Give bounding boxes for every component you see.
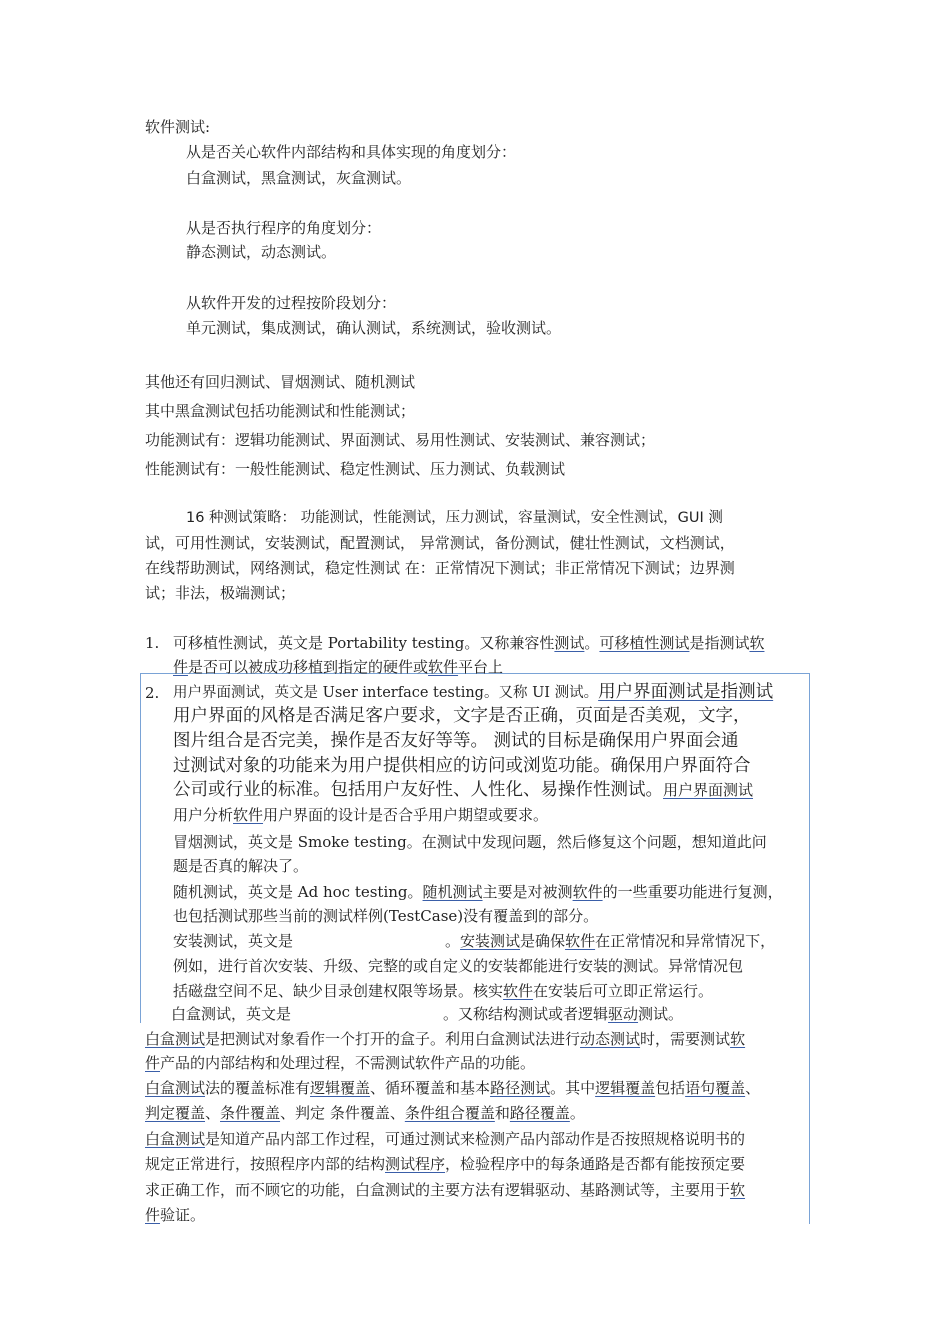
whitebox-p2-text-n: 、判定 条件覆盖、 [280,1104,405,1122]
link-decision-coverage[interactable]: 判定覆盖 [145,1104,206,1122]
link-install-testing[interactable]: 安装测试 [460,932,521,950]
item-2-line-2: 用户界面的风格是否满足客户要求，文字是否正确，页面是否美观，文字， [173,706,751,726]
item-2-line-5 [173,778,753,802]
frame-border-right [809,673,810,1224]
item-1-text-e: 是指测试 [689,634,750,652]
link-testing[interactable]: 测试 [554,634,585,652]
classification-heading-1: 从是否关心软件内部结构和具体实现的角度划分： [186,143,517,161]
link-ui-testing[interactable]: 用户界面测试 [663,781,754,799]
classification-heading-3: 从软件开发的过程按阶段划分： [186,294,397,312]
summary-line-4: 性能测试有：一般性能测试、稳定性测试、压力测试、负载测试 [145,460,566,478]
link-whitebox-testing[interactable]: 白盒测试 [145,1079,206,1097]
link-path-coverage[interactable]: 路径覆盖 [509,1104,570,1122]
link-software[interactable]: 软件 [233,806,264,824]
whitebox-p3-text-f: 求正确工作，而不顾它的功能，白盒测试的主要方法有逻辑驱动、基路测试等，主要用于 [145,1181,731,1199]
item-2-text-a: 用户界面测试，英文是 User interface testing。又称 UI 测试。 [173,685,599,701]
link-driver[interactable]: 驱动 [608,1005,639,1023]
item-1-text-c: 。 [584,634,600,652]
whitebox-p3-line-1 [145,1128,745,1150]
item-2-line-3: 图片组合是否完美，操作是否友好等等。 测试的目标是确保用户界面会通 [173,731,739,751]
random-text-a: 随机测试，英文是 Ad hoc testing。 [173,883,423,901]
whitebox-p2-text-h: 包括 [655,1079,686,1097]
item-2-line-6 [173,804,548,826]
item-1-number: 1. [145,634,160,652]
item-1-text-h: 是否可以被成功移植到指定的硬件或 [188,658,429,676]
link-whitebox-testing[interactable]: 白盒测试 [145,1130,206,1148]
frame-border-left [140,673,141,1023]
whitebox-p2-text-d: 、循环覆盖和基本 [370,1079,491,1097]
whitebox-p2-line-1 [145,1077,760,1099]
link-path-testing[interactable]: 路径测试 [490,1079,551,1097]
link-condition-coverage[interactable]: 条件覆盖 [220,1104,281,1122]
whitebox-p3-line-3 [145,1179,745,1201]
link-random-testing[interactable]: 随机测试 [422,883,483,901]
install-text-d: 是确保 [520,932,566,950]
whitebox-p2-text-p: 和 [494,1104,510,1122]
link-software[interactable]: 软件 [572,883,603,901]
random-line-1 [173,881,783,903]
summary-line-1: 其他还有回归测试、冒烟测试、随机测试 [145,373,416,391]
install-text-l3a: 括磁盘空间不足、缺少目录创建权限等场景。核实 [173,982,504,1000]
summary-line-3: 功能测试有：逻辑功能测试、界面测试、易用性测试、安装测试、兼容测试； [145,431,656,449]
whitebox-p3-text-e: ，检验程序中的每条通路是否都有能按预定要 [445,1155,746,1173]
whitebox-text-a: 白盒测试，英文是 [171,1005,292,1023]
link-ui-testing-definition[interactable]: 用户界面测试是指测试 [598,682,774,702]
link-software-part2[interactable]: 件 [145,1206,161,1224]
link-software-part1[interactable]: 软 [730,1030,746,1048]
strategy-line-1: 16 种测试策略： 功能测试，性能测试，压力测试，容量测试，安全性测试，GUI 测 [186,510,723,526]
item-1-line-1 [173,632,764,654]
whitebox-p3-line-2 [145,1153,745,1175]
strategy-line-4: 试；非法，极端测试； [145,584,296,602]
link-software-part1[interactable]: 软 [730,1181,746,1199]
link-software-part2[interactable]: 件 [145,1054,161,1072]
whitebox-p2-text-j: 、 [745,1079,761,1097]
strategy-line-3: 在线帮助测试，网络测试，稳定性测试 在：正常情况下测试；非正常情况下测试；边界测 [145,559,735,577]
item-1-text-a: 可移植性测试，英文是 Portability testing。又称兼容性 [173,634,555,652]
random-text-e: 的一些重要功能进行复测， [602,883,783,901]
section-title: 软件测试: [145,118,211,136]
link-logic-coverage[interactable]: 逻辑覆盖 [595,1079,656,1097]
item-2-number: 2. [145,684,160,702]
whitebox-p3-text-i: 验证。 [160,1206,206,1224]
random-line-2: 也包括测试那些当前的测试样例(TestCase)没有覆盖到的部分。 [173,907,599,925]
whitebox-p2-line-2 [145,1102,585,1124]
link-test-program[interactable]: 测试程序 [385,1155,446,1173]
whitebox-p3-text-c: 规定正常进行，按照程序内部的结构 [145,1155,386,1173]
whitebox-p2-text-b: 法的覆盖标准有 [205,1079,311,1097]
smoke-line-2: 题是否真的解决了。 [173,857,309,875]
link-software[interactable]: 软件 [428,658,459,676]
install-line-1 [173,930,775,952]
link-portability-testing[interactable]: 可移植性测试 [599,634,690,652]
install-line-3 [173,980,713,1002]
whitebox-p3-text-b: 是知道产品内部工作过程，可通过测试来检测产品内部动作是否按照规格说明书的 [205,1130,746,1148]
whitebox-text-b: 。又称结构测试或者逻辑 [443,1005,609,1023]
classification-values-1: 白盒测试，黑盒测试，灰盒测试。 [186,169,412,187]
smoke-line-1: 冒烟测试，英文是 Smoke testing。在测试中发现问题，然后修复这个问题，想知道此问 [173,833,767,851]
item-1-line-2 [173,656,503,678]
whitebox-p1-line-2 [145,1052,535,1074]
link-dynamic-testing[interactable]: 动态测试 [580,1030,641,1048]
whitebox-p1-text-d: 时，需要测试 [640,1030,731,1048]
link-software-part2[interactable]: 件 [173,658,189,676]
random-text-c: 主要是对被测 [482,883,573,901]
item-1-text-j: 平台上 [458,658,504,676]
whitebox-p1-text-b: 是把测试对象看作一个打开的盒子。利用白盒测试法进行 [205,1030,581,1048]
whitebox-text-d: 测试。 [638,1005,684,1023]
install-text-f: 在正常情况和异常情况下， [595,932,776,950]
link-logic-coverage[interactable]: 逻辑覆盖 [310,1079,371,1097]
whitebox-p1-text-g: 产品的内部结构和处理过程，不需测试软件产品的功能。 [160,1054,536,1072]
whitebox-p3-line-4 [145,1204,205,1226]
item-2-line-1 [173,680,773,704]
item-2-text-l5: 公司或行业的标准。包括用户友好性、人性化、易操作性测试。 [173,780,663,800]
install-text-l3c: 在安装后可立即正常运行。 [533,982,714,1000]
item-2-line-4: 过测试对象的功能来为用户提供相应的访问或浏览功能。确保用户界面符合 [173,756,751,776]
install-line-2: 例如，进行首次安装、升级、完整的或自定义的安装都能进行安装的测试。异常情况包 [173,957,744,975]
classification-values-2: 静态测试，动态测试。 [186,243,337,261]
item-2-text-l6c: 用户界面的设计是否合乎用户期望或要求。 [263,806,549,824]
whitebox-p2-text-r: 。 [569,1104,585,1122]
strategy-line-2: 试，可用性测试，安装测试，配置测试， 异常测试，备份测试，健壮性测试，文档测试， [145,534,735,552]
whitebox-line-1 [171,1003,683,1025]
link-software[interactable]: 软件 [503,982,534,1000]
whitebox-p1-line-1 [145,1028,745,1050]
whitebox-p2-text-f: 。其中 [550,1079,596,1097]
summary-line-2: 其中黑盒测试包括功能测试和性能测试； [145,402,416,420]
install-text-a: 安装测试，英文是 [173,932,294,950]
classification-values-3: 单元测试，集成测试，确认测试，系统测试，验收测试。 [186,319,562,337]
link-software-part1[interactable]: 软 [749,634,765,652]
install-text-b: 。 [445,932,461,950]
link-whitebox-testing[interactable]: 白盒测试 [145,1030,206,1048]
link-software[interactable]: 软件 [565,932,596,950]
whitebox-p2-text-l: 、 [205,1104,221,1122]
classification-heading-2: 从是否执行程序的角度划分： [186,219,382,237]
link-statement-coverage[interactable]: 语句覆盖 [685,1079,746,1097]
link-condition-combination-coverage[interactable]: 条件组合覆盖 [404,1104,495,1122]
item-2-text-l6a: 用户分析 [173,806,234,824]
